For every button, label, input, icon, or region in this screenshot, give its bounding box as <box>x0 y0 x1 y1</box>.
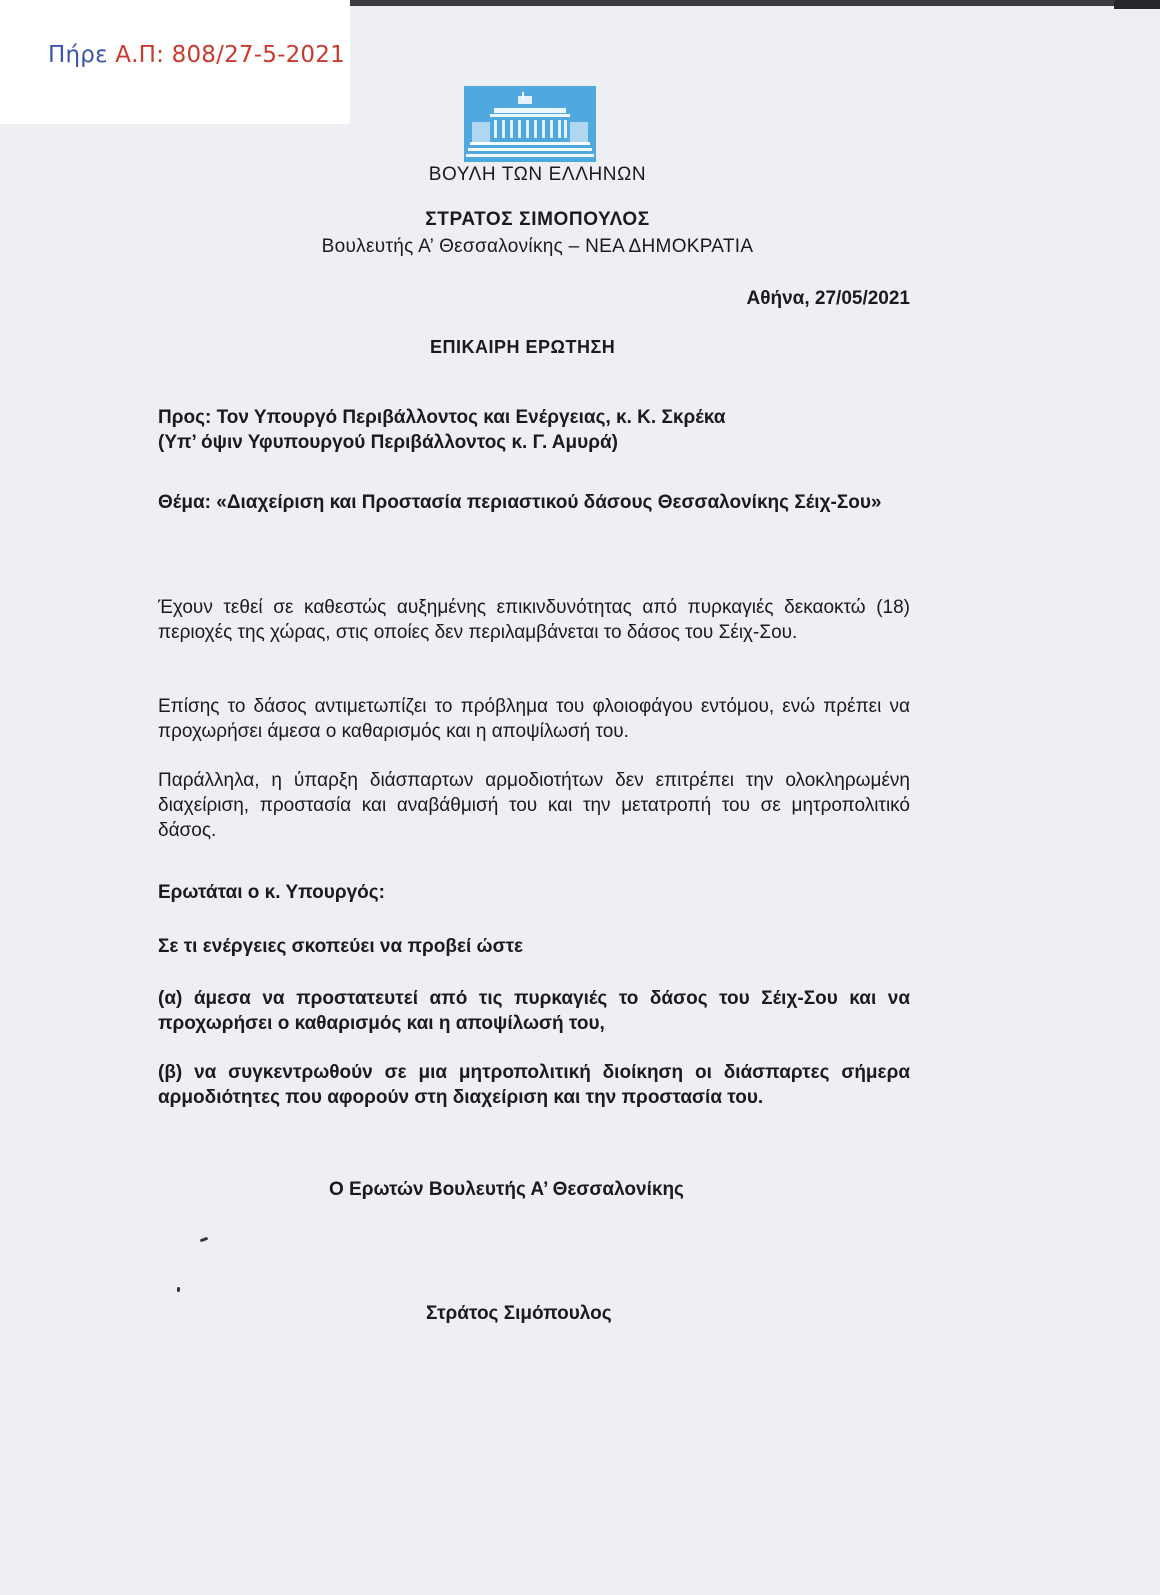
addressee-line-1: Προς: Τον Υπουργό Περιβάλλοντος και Ενέργειας, κ. Κ. Σκρέκα <box>158 407 726 428</box>
subject: Θέμα: «Διαχείριση και Προστασία περιαστικού δάσους Θεσσαλονίκης Σέιχ-Σου» <box>158 492 882 513</box>
body-paragraph-3: Παράλληλα, η ύπαρξη διάσπαρτων αρμοδιοτήτων δεν επιτρέπει την ολοκληρωμένη διαχείριση, προστασία και αναβάθμισή του και την μετατροπή του σε μητροπολιτικό δάσος. <box>158 770 910 841</box>
mp-name: ΣΤΡΑΤΟΣ ΣΙΜΟΠΟΥΛΟΣ <box>425 209 650 230</box>
stamp-prefix: Πήρε <box>48 42 108 68</box>
scan-top-edge <box>348 0 1160 6</box>
parliament-logo <box>464 86 596 162</box>
addressee-line-2: (Υπ’ όψιν Υφυπουργού Περιβάλλοντος κ. Γ. Αμυρά) <box>158 432 618 453</box>
document-type: ΕΠΙΚΑΙΡΗ ΕΡΩΤΗΣΗ <box>430 337 616 357</box>
mp-role: Βουλευτής Α’ Θεσσαλονίκης – ΝΕΑ ΔΗΜΟΚΡΑΤΙΑ <box>321 236 754 257</box>
scan-speck <box>177 1287 180 1292</box>
receipt-stamp-text <box>48 42 345 68</box>
question-intro: Ερωτάται ο κ. Υπουργός: <box>158 882 385 903</box>
signature-name: Στράτος Σιμόπουλος <box>426 1303 612 1324</box>
question-b: (β) να συγκεντρωθούν σε μια μητροπολιτική διοίκηση οι διάσπαρτες σήμερα αρμοδιότητες που αφορούν στη διαχείριση και την προστασία του. <box>158 1062 910 1108</box>
institution-name: ΒΟΥΛΗ ΤΩΝ ΕΛΛΗΝΩΝ <box>428 164 647 185</box>
body-paragraph-1: Έχουν τεθεί σε καθεστώς αυξημένης επικινδυνότητας από πυρκαγιές δεκαοκτώ (18) περιοχές της χώρας, στις οποίες δεν περιλαμβάνεται το δάσος του Σέιχ-Σου. <box>158 597 910 643</box>
scan-top-edge-corner <box>1114 0 1160 9</box>
document-date: Αθήνα, 27/05/2021 <box>746 288 910 309</box>
scan-speck <box>200 1237 209 1243</box>
addressee <box>158 405 910 455</box>
receipt-stamp <box>0 0 350 124</box>
question-a: (α) άμεσα να προστατευτεί από τις πυρκαγιές το δάσος του Σέιχ-Σου και να προχωρήσει ο καθαρισμός και η αποψίλωσή του, <box>158 988 910 1034</box>
signature-title: Ο Ερωτών Βουλευτής Α’ Θεσσαλονίκης <box>329 1179 684 1200</box>
question-lead: Σε τι ενέργειες σκοπεύει να προβεί ώστε <box>158 936 524 957</box>
stamp-reference: Α.Π: 808/27-5-2021 <box>115 42 345 68</box>
body-paragraph-2: Επίσης το δάσος αντιμετωπίζει το πρόβλημα του φλοιοφάγου εντόμου, ενώ πρέπει να προχωρήσει άμεσα ο καθαρισμός και η αποψίλωσή του. <box>158 696 910 742</box>
